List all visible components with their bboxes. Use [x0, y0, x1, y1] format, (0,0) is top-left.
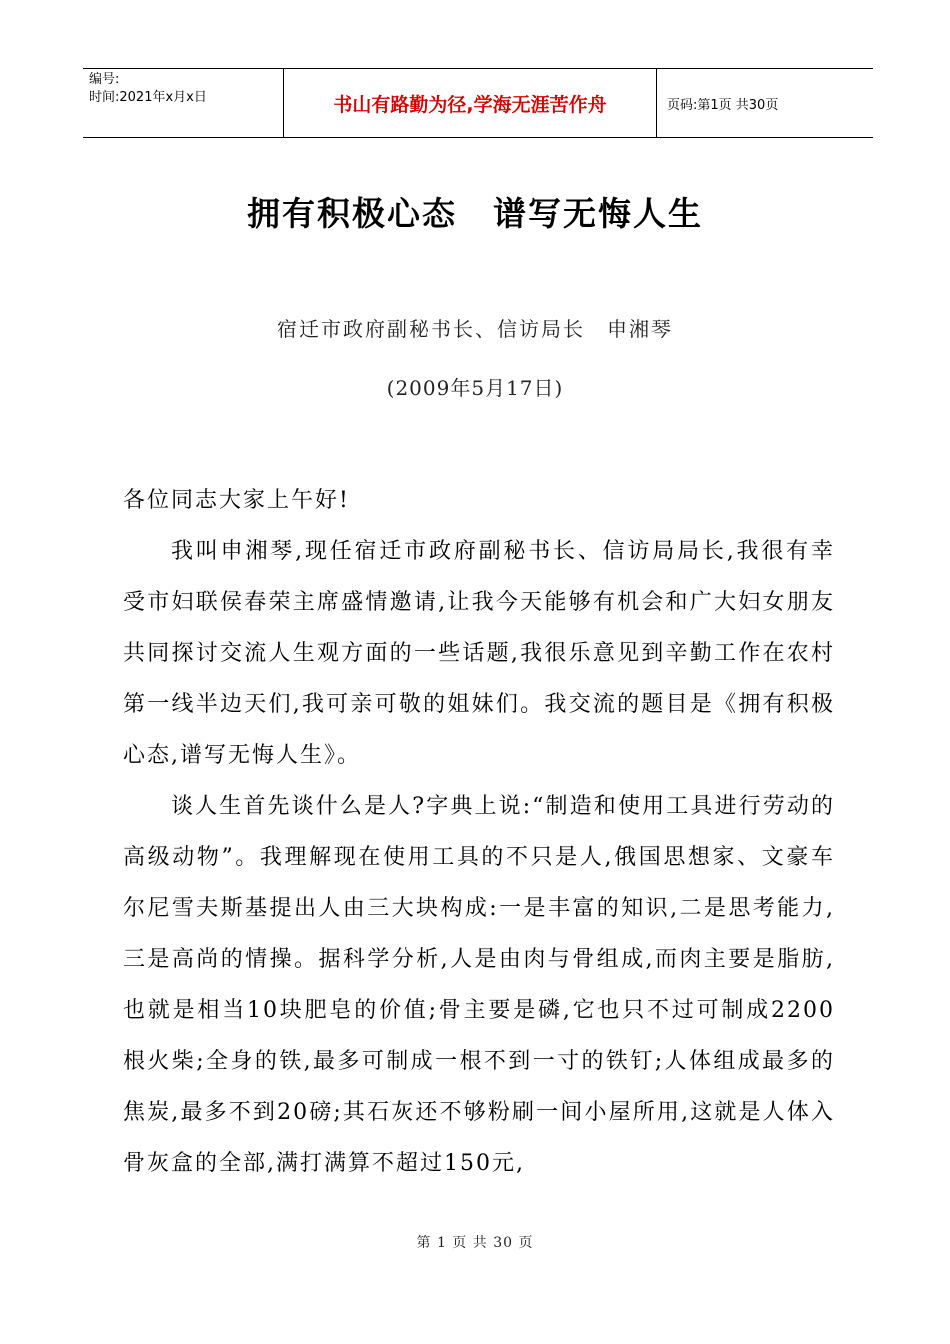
byline-name: 申湘琴 — [607, 317, 673, 341]
byline-role: 宿迁市政府副秘书长、信访局长 — [277, 317, 585, 341]
byline — [0, 313, 950, 342]
header-motto: 书山有路勤为径,学海无涯苦作舟 — [284, 69, 657, 137]
header-meta — [83, 69, 284, 137]
time-label: 时间:2021年x月x日 — [89, 90, 207, 105]
paragraph: 谈人生首先谈什么是人?字典上说:“制造和使用工具进行劳动的高级动物”。我理解现在使用工具的不只是人,俄国思想家、文豪车尔尼雪夫斯基提出人由三大块构成:一是丰富的知识,二是思考能力,三是高尚的情操。据科学分析,人是由肉与骨组成,而肉主要是脂肪,也就是相当10块肥皂的价值;骨主要是磷,它也只不过可制成2200根火柴;全身的铁,最多可制成一根不到一寸的铁钉;人体组成最多的焦炭,最多不到20磅;其石灰还不够粉刷一间小屋所用,这就是人体入骨灰盒的全部,满打满算不超过150元, — [123, 794, 835, 1176]
title-part-1: 拥有积极心态 — [247, 194, 457, 233]
header-table — [83, 68, 873, 138]
number-label: 编号: — [89, 72, 120, 87]
page-footer: 第 1 页 共 30 页 — [416, 1235, 534, 1251]
speech-body — [123, 475, 835, 1189]
speech-date: (2009年5月17日) — [386, 376, 564, 400]
greeting: 各位同志大家上午好! — [123, 488, 350, 513]
title-part-2: 谱写无悔人生 — [493, 194, 703, 233]
header-page-info: 页码:第1页 共30页 — [667, 97, 779, 113]
document-title — [0, 188, 950, 235]
paragraph: 我叫申湘琴,现任宿迁市政府副秘书长、信访局局长,我很有幸受市妇联侯春荣主席盛情邀请,让我今天能够有机会和广大妇女朋友共同探讨交流人生观方面的一些话题,我很乐意见到辛勤工作在农村第一线半边天们,我可亲可敬的姐妹们。我交流的题目是《拥有积极心态,谱写无悔人生》。 — [123, 539, 835, 768]
